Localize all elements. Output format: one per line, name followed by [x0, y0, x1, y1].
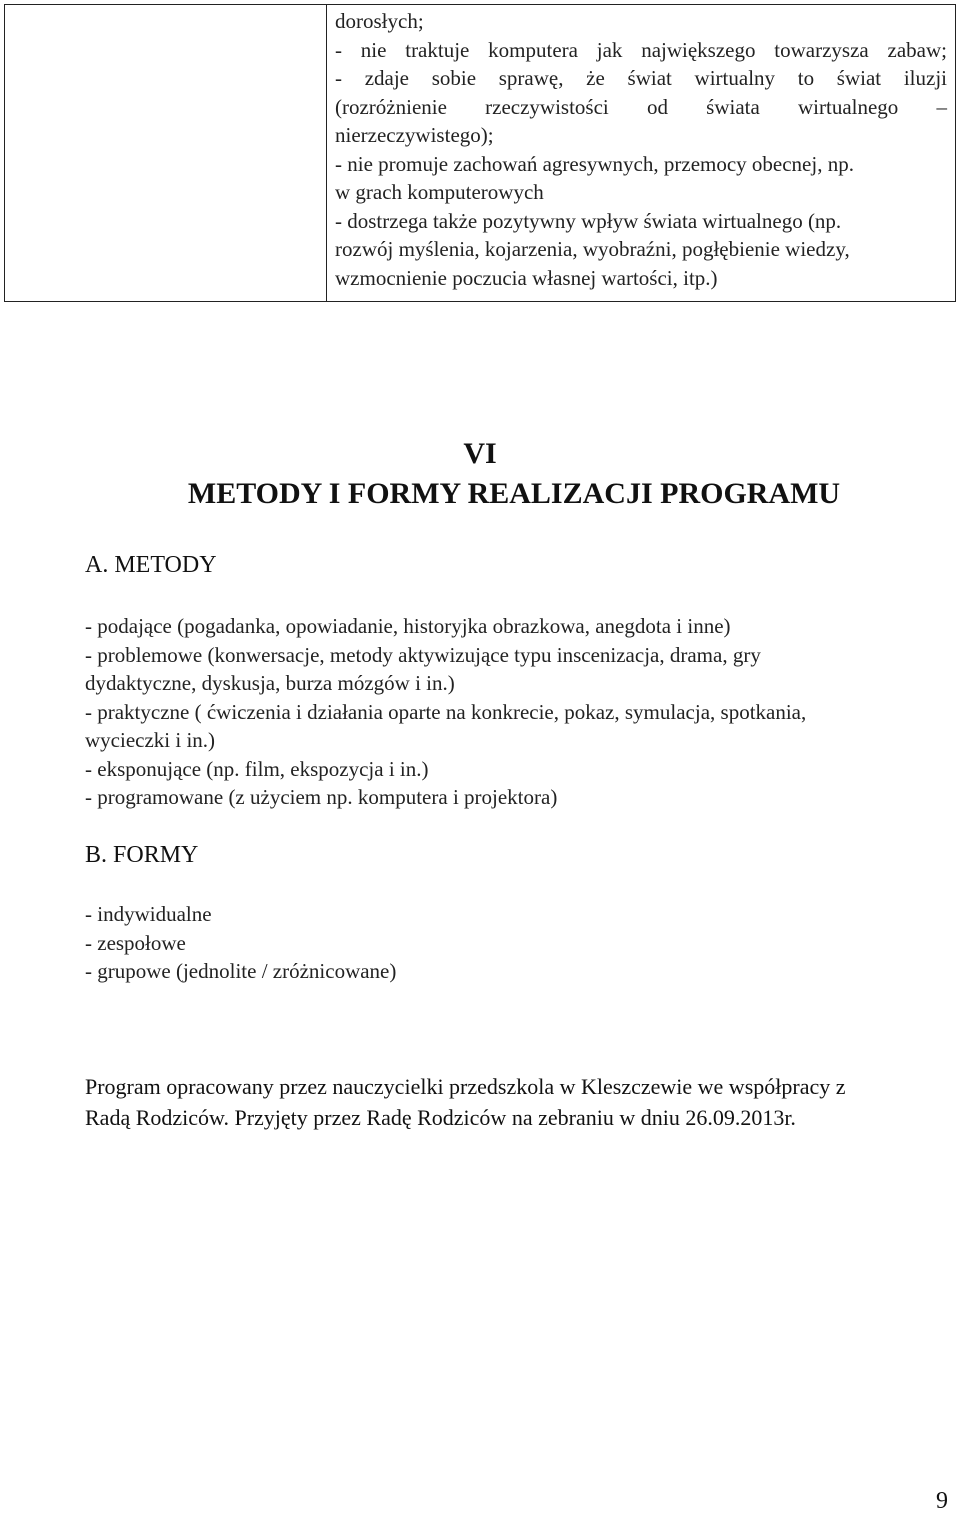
forms-list [85, 900, 945, 986]
page-number: 9 [936, 1488, 948, 1514]
section-number: VI [463, 437, 497, 470]
table-line: - nie traktuje komputera jak największego towarzysza zabaw; [335, 37, 947, 62]
table-line: - zdaje sobie sprawę, że świat wirtualny to świat iluzji [335, 66, 947, 90]
table-line: dorosłych; [335, 9, 424, 33]
list-item: - programowane (z użyciem np. komputera i projektora) [85, 785, 558, 809]
forms-heading: B. FORMY [85, 842, 199, 868]
table-line: rozwój myślenia, kojarzenia, wyobraźni, pogłębienie wiedzy, [335, 237, 850, 261]
note-line: Radą Rodziców. Przyjęty przez Radę Rodziców na zebraniu w dniu 26.09.2013r. [85, 1105, 796, 1130]
table-cell-right [327, 5, 955, 301]
list-item: - indywidualne [85, 902, 212, 926]
note-line: Program opracowany przez nauczycielki przedszkola w Kleszczewie we współpracy z [85, 1074, 846, 1099]
table-line: wzmocnienie poczucia własnej wartości, itp.) [335, 265, 718, 290]
continuation-table [4, 4, 956, 302]
program-note [85, 1071, 945, 1133]
list-item: - praktyczne ( ćwiczenia i działania oparte na konkrecie, pokaz, symulacja, spotkania, [85, 699, 807, 724]
list-item: - podające (pogadanka, opowiadanie, historyjka obrazkowa, anegdota i inne) [85, 614, 731, 638]
table-line: - nie promuje zachowań agresywnych, przemocy obecnej, np. [335, 151, 854, 176]
list-item: dydaktyczne, dyskusja, burza mózgów i in.) [85, 671, 455, 695]
methods-heading: A. METODY [85, 552, 217, 578]
table-cell-left [5, 5, 327, 301]
list-item: - zespołowe [85, 930, 186, 955]
table-line: w grach komputerowych [335, 180, 544, 204]
list-item: - problemowe (konwersacje, metody aktywizujące typu inscenizacja, drama, gry [85, 642, 761, 667]
section-title: METODY I FORMY REALIZACJI PROGRAMU [187, 477, 841, 510]
table-line: (rozróżnienie rzeczywistości od świata wirtualnego – [335, 94, 947, 119]
list-item: wycieczki i in.) [85, 728, 216, 752]
table-line: nierzeczywistego); [335, 123, 494, 147]
list-item: - grupowe (jednolite / zróżnicowane) [85, 959, 397, 983]
table-line: - dostrzega także pozytywny wpływ świata wirtualnego (np. [335, 208, 842, 233]
methods-list [85, 612, 945, 812]
list-item: - eksponujące (np. film, ekspozycja i in.) [85, 756, 429, 781]
